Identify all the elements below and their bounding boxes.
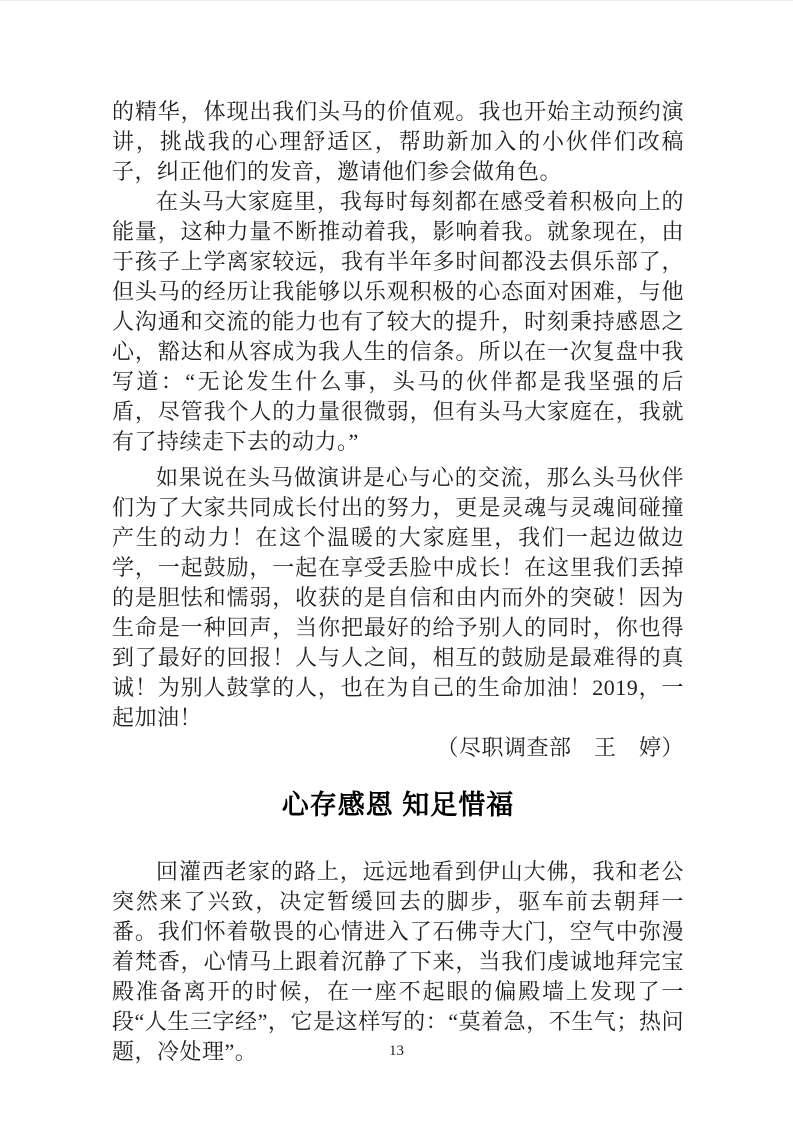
body-paragraph: 在头马大家庭里，我每时每刻都在感受着积极向上的能量，这种力量不断推动着我，影响着我。就象现在，由于孩子上学离家较远，我有半年多时间都没去俱乐部了，但头马的经历让我能够以乐观积极的心态面对困难，与他人沟通和交流的能力也有了较大的提升，时刻秉持感恩之心，豁达和从容成为我人生的信条。所以在一次复盘中我写道：“无论发生什么事，头马的伙伴都是我坚强的后盾，尽管我个人的力量很微弱，但有头马大家庭在，我就有了持续走下去的动力。” [112, 189, 684, 454]
page-number: 13 [389, 1043, 404, 1059]
body-paragraph: 如果说在头马做演讲是心与心的交流，那么头马伙伴们为了大家共同成长付出的努力，更是灵魂与灵魂间碰撞产生的动力！在这个温暖的大家庭里，我们一起边做边学，一起鼓励，一起在享受丢脸中成长！在这里我们丢掉的是胆怯和懦弱，收获的是自信和由内而外的突破！因为生命是一种回声，当你把最好的给予别人的同时，你也得到了最好的回报！人与人之间，相互的鼓励是最难得的真诚！为别人鼓掌的人，也在为自己的生命加油！2019，一起加油！ [112, 465, 684, 730]
page-body [112, 97, 684, 1067]
page-footer [0, 1041, 793, 1061]
body-paragraph-continuation: 的精华，体现出我们头马的价值观。我也开始主动预约演讲，挑战我的心理舒适区，帮助新加入的小伙伴们改稿子，纠正他们的发音，邀请他们参会做角色。 [112, 99, 684, 184]
body-paragraph: 回灌西老家的路上，远远地看到伊山大佛，我和老公突然来了兴致，决定暂缓回去的脚步，驱车前去朝拜一番。我们怀着敬畏的心情进入了石佛寺大门，空气中弥漫着梵香，心情马上跟着沉静了下来，当我们虔诚地拜完宝殿准备离开的时候，在一座不起眼的偏殿墙上发现了一段“人生三字经”，它是这样写的：“莫着急，不生气；热问题，冷处理”。 [112, 859, 684, 1064]
section-title: 心存感恩 知足惜福 [281, 790, 515, 820]
signature-line: （尽职调查部 王 婷） [436, 735, 684, 760]
